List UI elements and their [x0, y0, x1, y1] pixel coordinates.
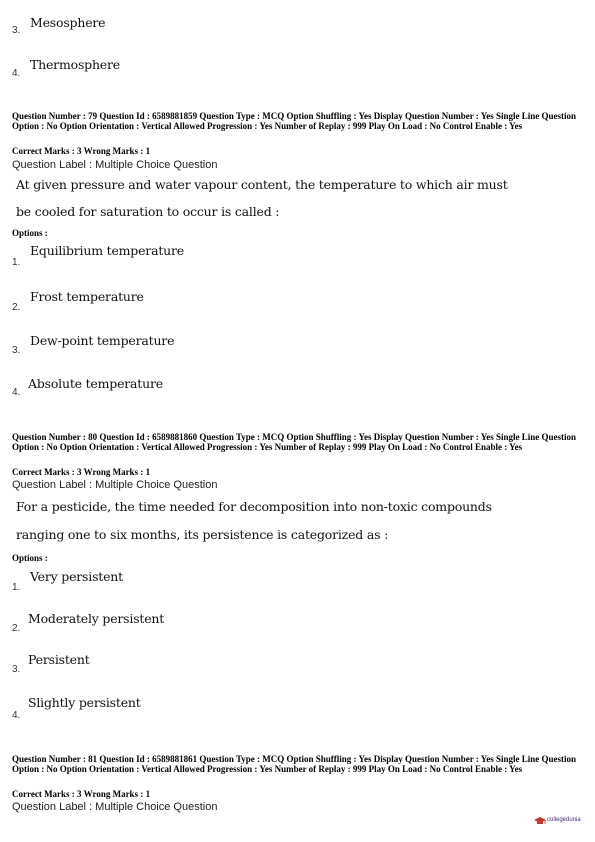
option-number: 4. — [12, 710, 21, 721]
options-heading: Options : — [12, 553, 48, 563]
question-meta: Question Number : 80 Question Id : 6589881860 Question Type : MCQ Option Shuffling : Yes Display Question Number : Yes Single Line Question Option : No Option Orientation : Vertical Allowed Progression : Yes Number of Replay : 999 Play On Load : No Control Enable : Yes — [12, 432, 576, 452]
option-text[interactable]: Very persistent — [30, 569, 123, 584]
question-meta: Question Number : 81 Question Id : 6589881861 Question Type : MCQ Option Shuffling : Yes Display Question Number : Yes Single Line Question Option : No Option Orientation : Vertical Allowed Progression : Yes Number of Replay : 999 Play On Load : No Control Enable : Yes — [12, 754, 576, 774]
option-text[interactable]: Persistent — [28, 652, 90, 667]
option-number: 4. — [12, 68, 21, 79]
question-label: Question Label : Multiple Choice Question — [12, 159, 218, 171]
question-label: Question Label : Multiple Choice Question — [12, 479, 218, 491]
option-number: 2. — [12, 302, 21, 313]
question-marks: Correct Marks : 3 Wrong Marks : 1 — [12, 789, 151, 799]
question-marks: Correct Marks : 3 Wrong Marks : 1 — [12, 467, 151, 477]
collegedunia-logo — [533, 814, 589, 830]
option-text[interactable]: Equilibrium temperature — [30, 243, 184, 258]
option-number: 2. — [12, 623, 21, 634]
logo-text: collegedunia — [547, 817, 581, 823]
question-text: ranging one to six months, its persistence is categorized as : — [16, 527, 389, 542]
question-text: For a pesticide, the time needed for decomposition into non-toxic compounds — [16, 499, 492, 514]
question-label: Question Label : Multiple Choice Question — [12, 801, 218, 813]
option-text[interactable]: Dew-point temperature — [30, 333, 175, 348]
question-text: be cooled for saturation to occur is called : — [16, 204, 280, 219]
option-text[interactable]: Moderately persistent — [28, 611, 165, 626]
option-text[interactable]: Frost temperature — [30, 289, 144, 304]
option-number: 1. — [12, 582, 21, 593]
option-text[interactable]: Slightly persistent — [28, 695, 141, 710]
graduation-cap-icon — [533, 815, 547, 829]
option-number: 4. — [12, 387, 21, 398]
question-text: At given pressure and water vapour content, the temperature to which air must — [16, 177, 508, 192]
option-number: 3. — [12, 25, 21, 36]
options-heading: Options : — [12, 228, 48, 238]
question-marks: Correct Marks : 3 Wrong Marks : 1 — [12, 146, 151, 156]
question-meta: Question Number : 79 Question Id : 6589881859 Question Type : MCQ Option Shuffling : Yes Display Question Number : Yes Single Line Question Option : No Option Orientation : Vertical Allowed Progression : Yes Number of Replay : 999 Play On Load : No Control Enable : Yes — [12, 111, 576, 131]
option-number: 1. — [12, 257, 21, 268]
option-number: 3. — [12, 345, 21, 356]
option-text: Mesosphere — [30, 15, 106, 30]
option-text: Thermosphere — [30, 57, 120, 72]
option-text[interactable]: Absolute temperature — [28, 376, 163, 391]
option-number: 3. — [12, 664, 21, 675]
